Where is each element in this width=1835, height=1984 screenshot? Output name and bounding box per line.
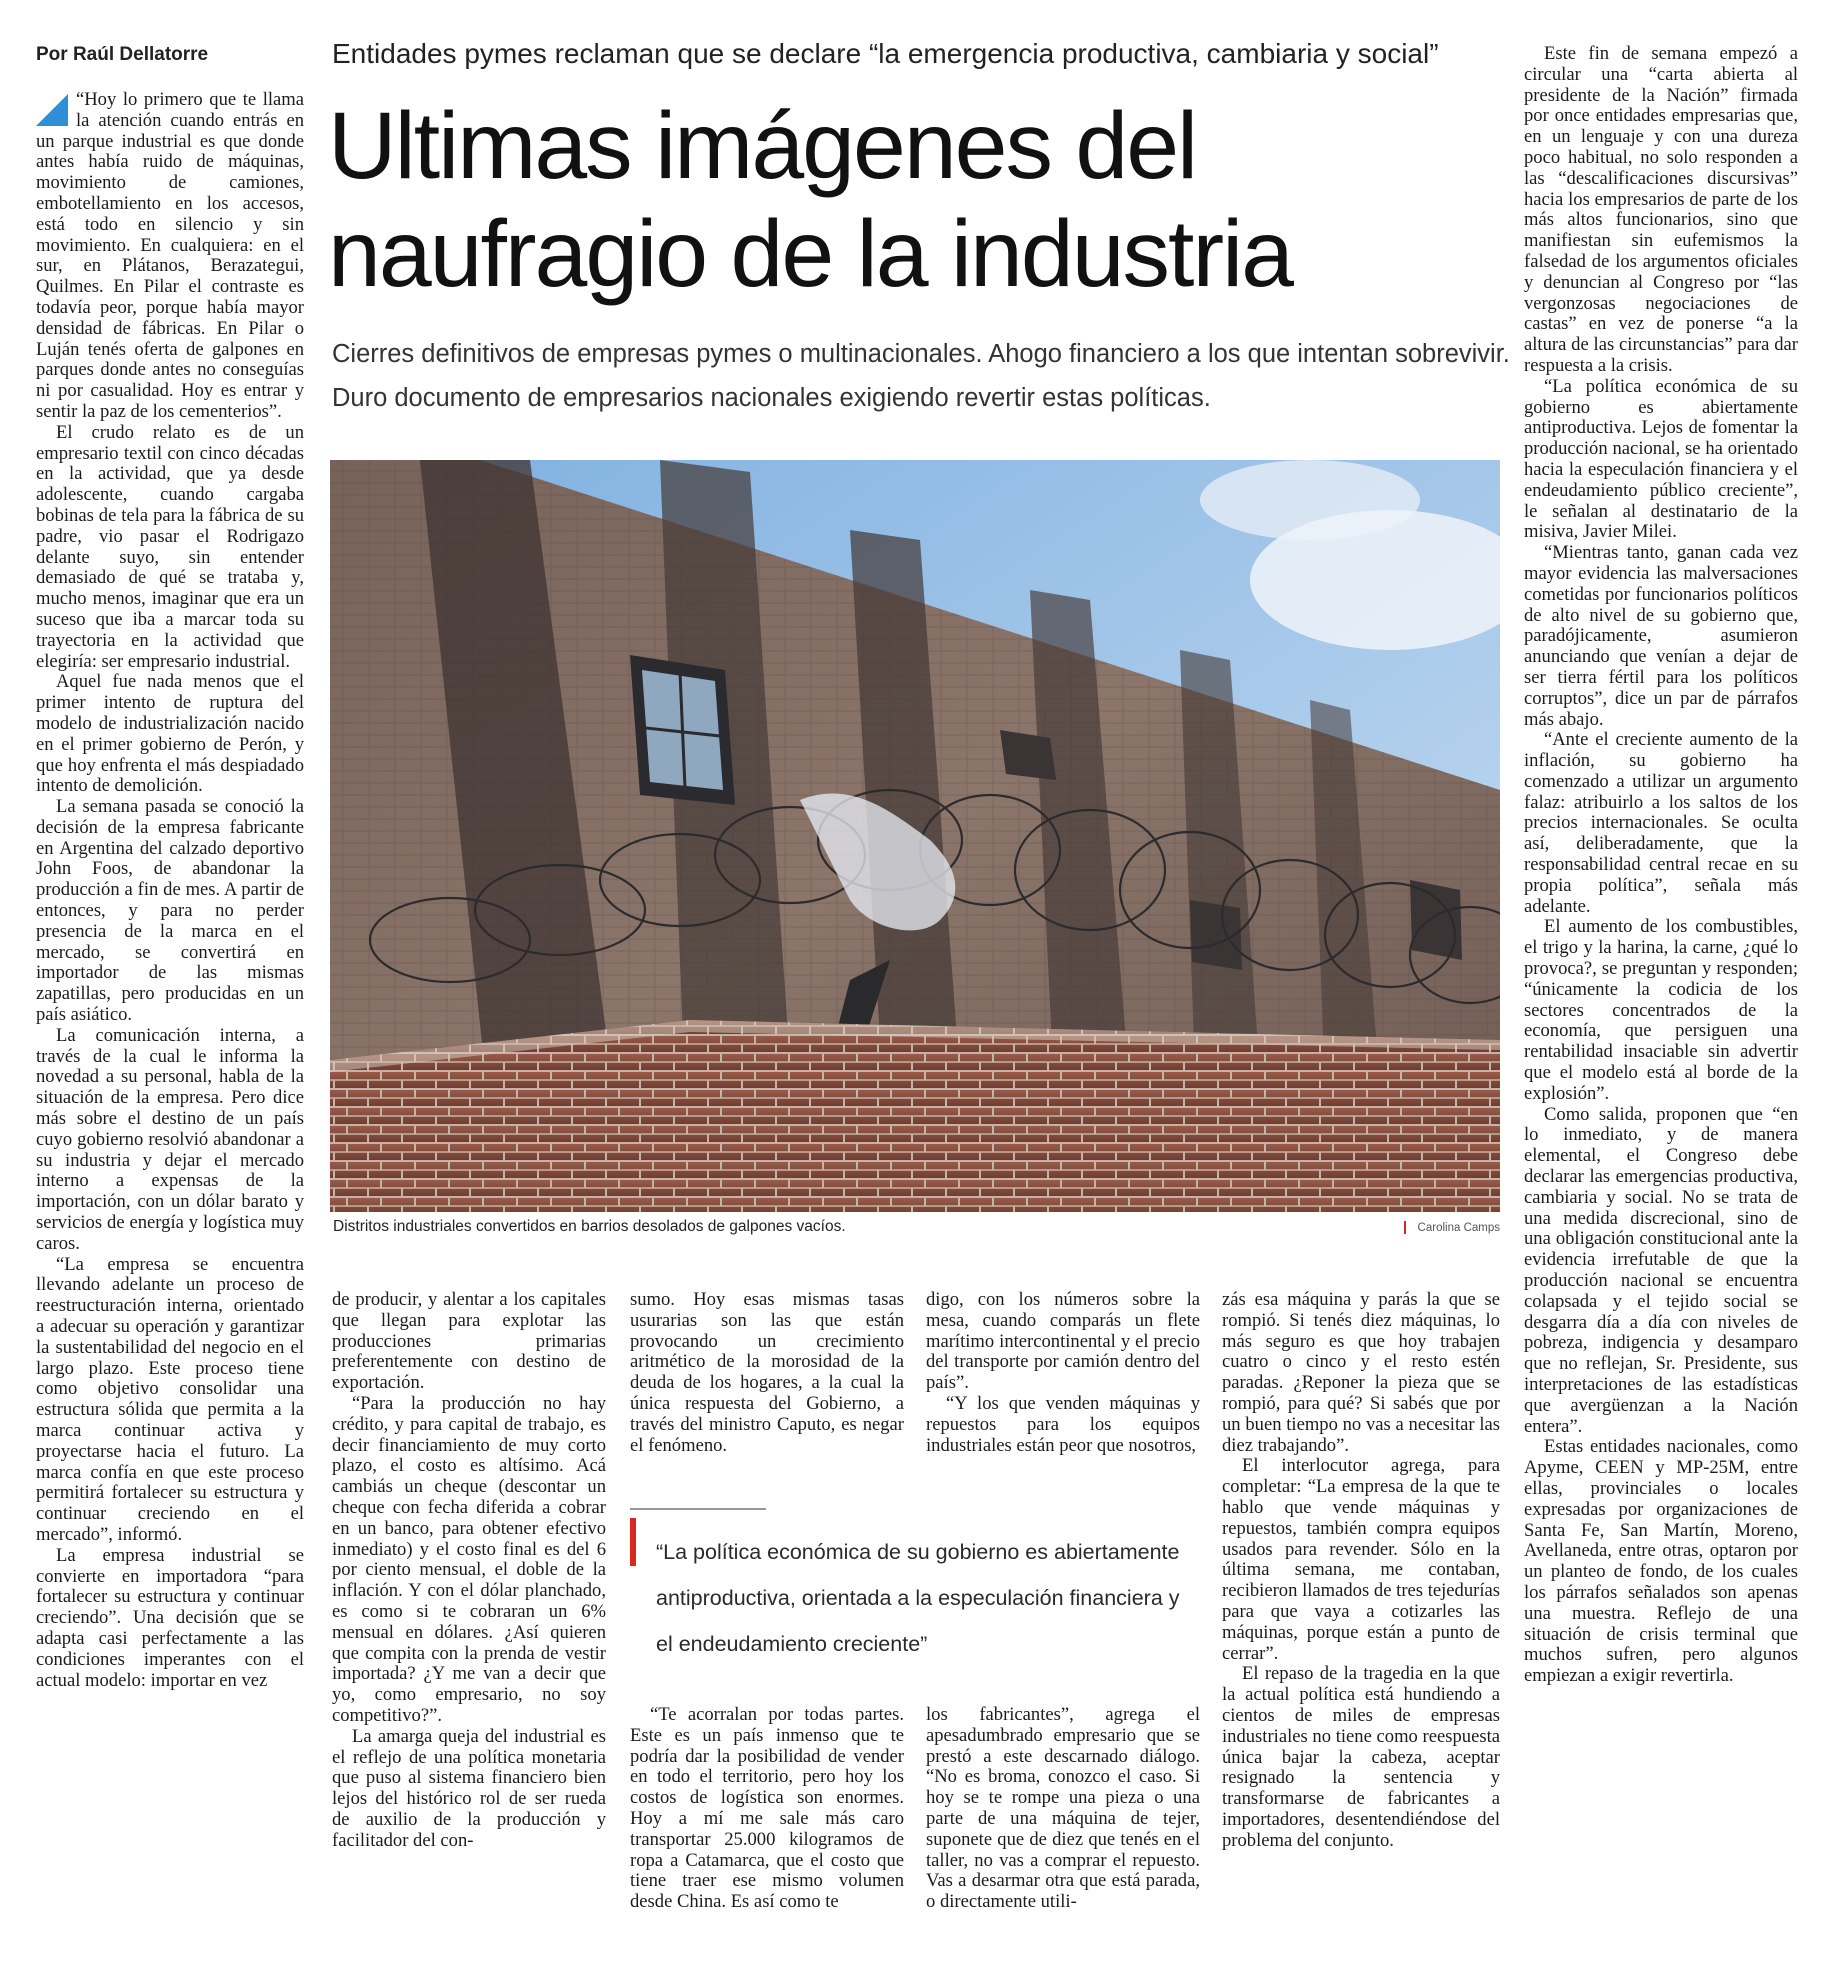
- paragraph: digo, con los números sobre la mesa, cuando comparás un flete marítimo intercontinental y el precio del transporte por camión dentro del país”.: [926, 1290, 1200, 1394]
- paragraph: “La empresa se encuentra llevando adelante un proceso de reestructuración interna, orientado a adecuar su operación y garantizar la sustentabilidad del negocio en el largo plazo. Este proceso tiene como objetivo consolidar una estructura sólida que permita a la marca continuar activa y proyectarse hacia el futuro. La marca confía en que este proceso permitirá fortalecer su estructura y continuar creciendo en el mercado”, informó.: [36, 1253, 304, 1545]
- paragraph: “Para la producción no hay crédito, y para capital de trabajo, es decir financiamiento de muy corto plazo, el costo es altísimo. Acá cambiás un cheque (descontar un cheque con fecha diferida a cobrar en un banco, para obtener efectivo inmediato) y el costo final es del 6 por ciento mensual, el doble de la inflación. Y con el dólar planchado, es como si te cobraran un 6% mensual en dólares. ¿Así quieren que compita con la prenda de vestir importada? ¿Y me van a decir que yo, como empresario, no soy competitivo?”.: [332, 1392, 606, 1726]
- headline: [328, 92, 1508, 308]
- article-column-3-lower: [630, 1705, 904, 1970]
- article-column-5: [1222, 1290, 1500, 1970]
- paragraph: de producir, y alentar a los capitales que llegan para explotar las producciones primarias preferentemente con destino de exportación.: [332, 1290, 606, 1394]
- paragraph: Como salida, proponen que “en lo inmediato, y de manera elemental, el Congreso debe declarar las emergencias productiva, cambiaria y social. No se trata de una medida discrecional, sino de una obligación constitucional ante la evidencia irrefutable de que la producción nacional se encuentra colapsada y el tejido social se desgarra día a día con niveles de pobreza, indigencia y desamparo que no reflejan, Sr. Presidente, sus interpretaciones de las estadísticas que avergüenzan a la Nación entera”.: [1524, 1103, 1798, 1437]
- paragraph: zás esa máquina y parás la que se rompió. Si tenés diez máquinas, lo más seguro es que hoy trabajen cuatro o cinco y el resto estén paradas. ¿Reponer la pieza que se rompió, para qué? Si sabés que por un buen tiempo no vas a necesitar las diez trabajando”.: [1222, 1290, 1500, 1456]
- article-column-2: [332, 1290, 606, 1970]
- paragraph: El interlocutor agrega, para completar: “La empresa de la que te hablo que vende máquinas y repuestos, también compra equipos usados para revender. Sólo en la última semana, me contaban, recibieron llamados de tres tejedurías para que vaya a cotizarles las máquinas, porque están a punto de cerrar”.: [1222, 1455, 1500, 1664]
- pullquote: “La política económica de su gobierno es abiertamente antiproductiva, orientada a la especulación financiera y el endeudamiento creciente”: [656, 1540, 1180, 1656]
- paragraph: La semana pasada se conoció la decisión de la empresa fabricante en Argentina del calzado deportivo John Foos, de abandonar la producción a fin de mes. A partir de entonces, y para no perder presencia de la marca en el mercado, se convertirá en importador de las mismas zapatillas, pero producidas en un país asiático.: [36, 796, 304, 1026]
- paragraph: “Te acorralan por todas partes. Este es un país inmenso que te podría dar la posibilidad de vender en todo el territorio, pero hoy los costos de logística son enormes. Hoy a mí me sale más caro transportar 25.000 kilogramos de ropa a Catamarca, que el costo que tiene traer ese mismo volumen desde China. Es así como te: [630, 1705, 904, 1913]
- pullquote-rule: [630, 1508, 766, 1510]
- photo-credit: Carolina Camps: [1417, 1222, 1500, 1234]
- paragraph: La comunicación interna, a través de la cual le informa la novedad a su personal, habla de la situación de la empresa. Pero dice más sobre el destino de un país cuyo gobierno resolvió abandonar a su industria y dejar el mercado interno a expensas de la importación, con un dólar barato y servicios de energía y logística muy caros.: [36, 1024, 304, 1254]
- paragraph: “Y los que venden máquinas y repuestos para los equipos industriales están peor que nosotros,: [926, 1392, 1200, 1456]
- credit-marker: [1404, 1221, 1406, 1234]
- paragraph: “Hoy lo primero que te llama la atención cuando entrás en un parque industrial es que donde antes había ruido de máquinas, movimiento de camiones, embotellamiento en los accesos, está todo en silencio y sin movimiento. En cualquiera: en el sur, en Plátanos, Berazategui, Quilmes. En Pilar el contraste es todavía peor, porque había mayor densidad de fábricas. En Pilar o Luján tenés oferta de galpones en parques donde antes no conseguías ni por casualidad. Hoy es entrar y sentir la paz de los cementerios”.: [36, 90, 304, 422]
- article-column-3: [630, 1290, 904, 1500]
- paragraph: El crudo relato es de un empresario textil con cinco décadas en la actividad, que ya desde adolescente, cuando cargaba bobinas de tela para la fábrica de su padre, vio pasar el Rodrigazo delante suyo, sin entender demasiado de qué se trataba y, mucho menos, imaginar que era un suceso que iba a marcar toda su trayectoria en la actividad que elegiría: ser empresario industrial.: [36, 421, 304, 672]
- paragraph: “Ante el creciente aumento de la inflación, su gobierno ha comenzado a utilizar un argumento falaz: atribuirlo a los saltos de los precios internacionales. Se oculta así, deliberadamente, que la responsabilidad central recae en su propia política”, señala más adelante.: [1524, 729, 1798, 917]
- photo-caption: Distritos industriales convertidos en barrios desolados de galpones vacíos.: [333, 1218, 846, 1235]
- paragraph: los fabricantes”, agrega el apesadumbrado empresario que se prestó a este descarnado diálogo. “No es broma, conozco el caso. Si hoy se te rompe una pieza o una parte de una máquina de tejer, suponete que de diez que tenés en el taller, no vas a comprar el repuesto. Vas a desarmar otra que está parada, o directamente utili-: [926, 1705, 1200, 1913]
- paragraph: La amarga queja del industrial es el reflejo de una política monetaria que puso al sistema financiero bien lejos del histórico rol de ser rueda de auxilio de la producción y facilitador del con-: [332, 1725, 606, 1851]
- article-column-1: [36, 90, 304, 1970]
- drop-triangle-icon: [36, 94, 68, 126]
- paragraph: Estas entidades nacionales, como Apyme, CEEN y MP-25M, entre ellas, provinciales o locales expresadas por organizaciones de Santa Fe, San Martín, Moreno, Avellaneda, entre otras, optaron por un planteo de fondo, de los cuales los párrafos señalados son apenas una muestra. Reflejo de una situación de crisis terminal que muchos sufren, pero algunos empiezan a exigir revertirla.: [1524, 1436, 1798, 1687]
- kicker: Entidades pymes reclaman que se declare “la emergencia productiva, cambiaria y social”: [332, 38, 1439, 69]
- lede: Cierres definitivos de empresas pymes o multinacionales. Ahogo financiero a los que intentan sobrevivir. Duro documento de empresarios nacionales exigiendo revertir estas políticas.: [332, 340, 1510, 412]
- paragraph: Este fin de semana empezó a circular una “carta abierta al presidente de la Nación” firmada por once entidades empresarias que, en un lenguaje y con una dureza poco habitual, no solo responden a las “descalificaciones discursivas” hacia los empresarios de parte de los más altos funcionarios, sino que manifiestan sin eufemismos la falsedad de los argumentos oficiales y denuncian al Congreso por “las vergonzosas negociaciones de castas” en vez de ponerse “a la altura de las circunstancias” para dar respuesta a la crisis.: [1524, 44, 1798, 376]
- paragraph: El repaso de la tragedia en la que la actual política está hundiendo a cientos de miles de empresas industriales no tiene como reespuesta única bajar la cabeza, aceptar resignado la sentencia y transformarse de fabricantes a importadores, desentendiéndose del problema del conjunto.: [1222, 1663, 1500, 1851]
- paragraph: sumo. Hoy esas mismas tasas usurarias son las que están provocando un crecimiento aritmético de la morosidad de la deuda de los hogares, a la cual la única respuesta del Gobierno, a través del ministro Caputo, es negar el fenómeno.: [630, 1290, 904, 1456]
- headline-line-1: Ultimas imágenes del: [328, 93, 1197, 199]
- article-column-6: [1524, 44, 1798, 1970]
- paragraph: “La política económica de su gobierno es abiertamente antiproductiva. Lejos de fomentar la producción nacional, se ha orientado hacia la especulación financiera y el endeudamiento público creciente”, le señalan al destinatario de la misiva, Javier Milei.: [1524, 375, 1798, 543]
- article-photo: [330, 460, 1500, 1212]
- paragraph: El aumento de los combustibles, el trigo y la harina, la carne, ¿qué lo provoca?, se preguntan y responden; “únicamente la codicia de los sectores concentrados de la economía, que persiguen una rentabilidad insaciable sin advertir que el modelo está al borde de la explosión”.: [1524, 916, 1798, 1104]
- article-column-4-lower: [926, 1705, 1200, 1970]
- paragraph: La empresa industrial se convierte en importadora “para fortalecer su estructura y continuar creciendo”. Una decisión que se adapta casi perfectamente a las condiciones imperantes con el actual modelo: importar en vez: [36, 1544, 304, 1691]
- paragraph: Aquel fue nada menos que el primer intento de ruptura del modelo de industrialización nacido en el primer gobierno de Perón, y que hoy enfrenta el más despiadado intento de demolición.: [36, 671, 304, 797]
- paragraph: “Mientras tanto, ganan cada vez mayor evidencia las malversaciones cometidas por funcionarios políticos de alto nivel de su gobierno que, paradójicamente, asumieron anunciando que venían a dejar de ser tierra fértil para los políticos corruptos”, dice un par de párrafos más abajo.: [1524, 542, 1798, 730]
- article-column-4: [926, 1290, 1200, 1500]
- byline: Por Raúl Dellatorre: [36, 44, 209, 65]
- headline-line-2: naufragio de la industria: [328, 201, 1293, 307]
- pullquote-bar: [630, 1518, 636, 1566]
